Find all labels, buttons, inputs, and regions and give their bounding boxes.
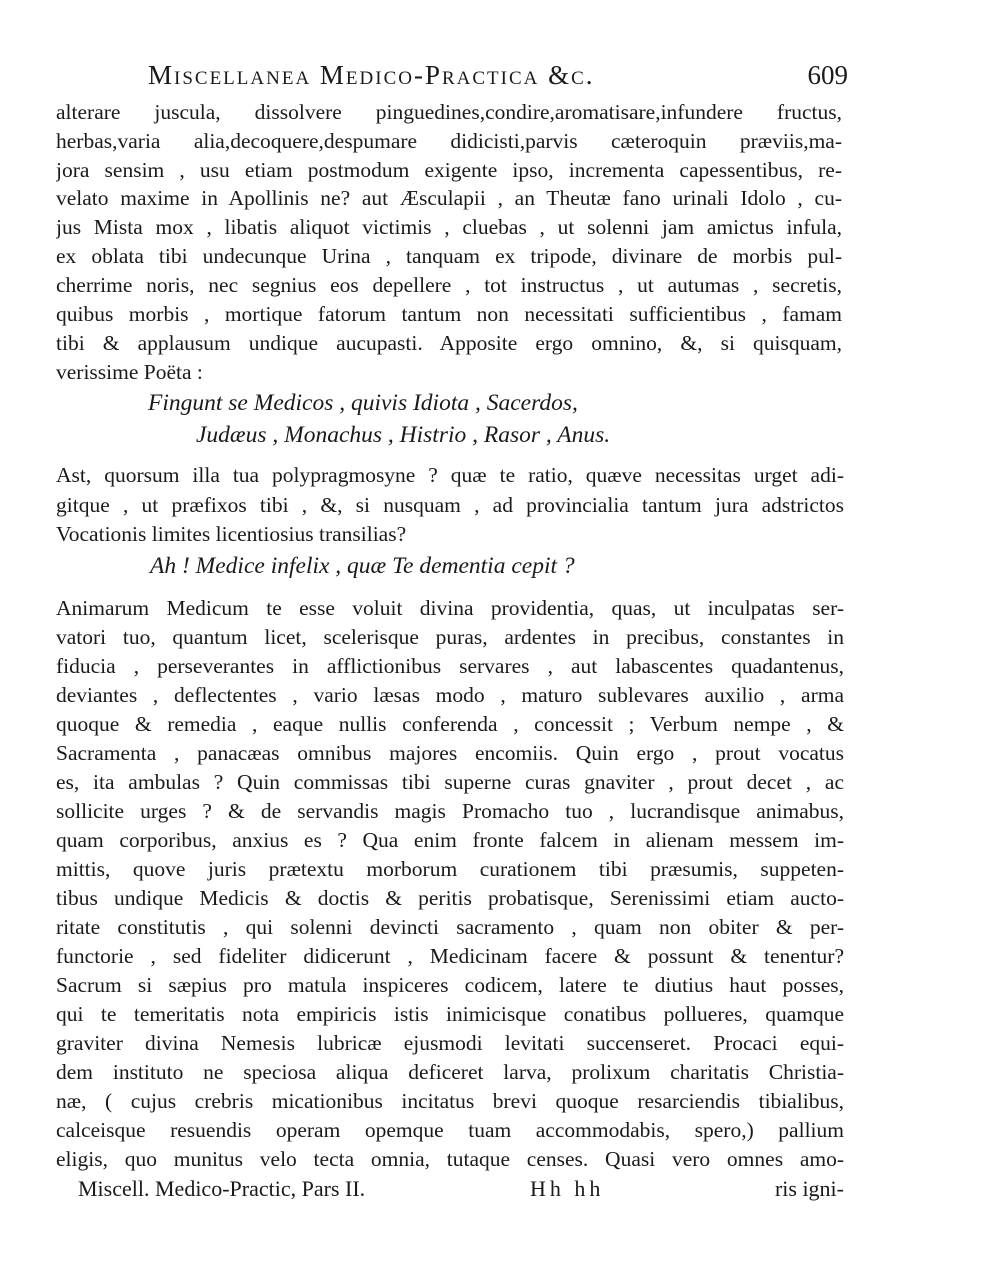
text-line: ritate constitutis , qui solenni devincti sacramento , quam non obiter & per- (56, 915, 844, 939)
text-line: graviter divina Nemesis lubricæ ejusmodi levitati succenseret. Procaci equi- (56, 1031, 844, 1055)
text-line: ex oblata tibi undecunque Urina , tanquam ex tripode, divinare de morbis pul- (56, 244, 842, 268)
verse-line: Fingunt se Medicos , quivis Idiota , Sacerdos, (148, 390, 578, 416)
text-line: cherrime noris, nec segnius eos depellere , tot instructus , ut autumas , secretis, (56, 273, 842, 297)
catchword: ris igni- (774, 1176, 844, 1201)
running-head (148, 60, 848, 96)
text-line: herbas,varia alia,decoquere,despumare didicisti,parvis cæteroquin præviis,ma- (56, 129, 842, 153)
text-line: jus Mista mox , libatis aliquot victimis , cluebas , ut solenni jam amictus infula, (56, 215, 842, 239)
verse-line: Ah ! Medice infelix , quæ Te dementia cepit ? (150, 553, 575, 579)
verse-line: Judæus , Monachus , Histrio , Rasor , Anus. (196, 422, 611, 448)
text-line: Ast, quorsum illa tua polypragmosyne ? quæ te ratio, quæve necessitas urget adi- (56, 463, 844, 487)
text-line: dem instituto ne speciosa aliqua deficeret larva, prolixum charitatis Christia- (56, 1060, 844, 1084)
text-line: quam corporibus, anxius es ? Qua enim fronte falcem in alienam messem im- (56, 828, 844, 852)
text-line: fiducia , perseverantes in afflictionibus servares , aut labascentes quadantenus, (56, 654, 844, 678)
text-line: sollicite urges ? & de servandis magis Promacho tuo , lucrandisque animabus, (56, 799, 844, 823)
text-line: functorie , sed fideliter didicerunt , Medicinam facere & possunt & tenentur? (56, 944, 844, 968)
text-line: quibus morbis , mortique fatorum tantum non necessitati sufficientibus , famam (56, 302, 842, 326)
text-line: vatori tuo, quantum licet, scelerisque puras, ardentes in precibus, constantes in (56, 625, 844, 649)
text-line: Vocationis limites licentiosius transilias? (56, 522, 407, 546)
page-number: 609 (807, 60, 848, 90)
text-line: næ, ( cujus crebris micationibus incitatus brevi quoque resarciendis tibialibus, (56, 1089, 844, 1113)
signature-mark: Hh hh (530, 1176, 605, 1201)
text-line: calceisque resuendis operam opemque tuam accommodabis, spero,) pallium (56, 1118, 844, 1142)
text-line: Sacrum si sæpius pro matula inspiceres codicem, latere te diutius haut posses, (56, 973, 844, 997)
text-line: tibus undique Medicis & doctis & peritis probatisque, Serenissimi etiam aucto- (56, 886, 844, 910)
text-line: qui te temeritatis nota empiricis istis inimicisque conatibus pollueres, quamque (56, 1002, 844, 1026)
text-line: tibi & applausum undique aucupasti. Apposite ergo omnino, &, si quisquam, (56, 331, 842, 355)
text-line: Sacramenta , panacæas omnibus majores encomiis. Quin ergo , prout vocatus (56, 741, 844, 765)
footer-title: Miscell. Medico-Practic, Pars II. (78, 1176, 366, 1201)
text-line: mittis, quove juris prætextu morborum curationem tibi præsumis, suppeten- (56, 857, 844, 881)
text-line: Animarum Medicum te esse voluit divina providentia, quas, ut inculpatas ser- (56, 596, 844, 620)
text-line: alterare juscula, dissolvere pinguedines,condire,aromatisare,infundere fructus, (56, 100, 842, 124)
text-line: quoque & remedia , eaque nullis conferenda , concessit ; Verbum nempe , & (56, 712, 844, 736)
text-line: verissime Poëta : (56, 360, 203, 384)
page-footer (78, 1176, 844, 1206)
text-line: eligis, quo munitus velo tecta omnia, tutaque censes. Quasi vero omnes amo- (56, 1147, 844, 1171)
running-title: Miscellanea Medico-Practica &c. (148, 60, 595, 90)
text-line: deviantes , deflectentes , vario læsas modo , maturo sublevares auxilio , arma (56, 683, 844, 707)
text-line: velato maxime in Apollinis ne? aut Æsculapii , an Theutæ fano urinali Idolo , cu- (56, 186, 842, 210)
text-line: jora sensim , usu etiam postmodum exigente ipso, incrementa capessentibus, re- (56, 158, 842, 182)
text-line: es, ita ambulas ? Quin commissas tibi superne curas gnaviter , prout decet , ac (56, 770, 844, 794)
text-line: gitque , ut præfixos tibi , &, si nusquam , ad provincialia tantum jura adstrictos (56, 493, 844, 517)
